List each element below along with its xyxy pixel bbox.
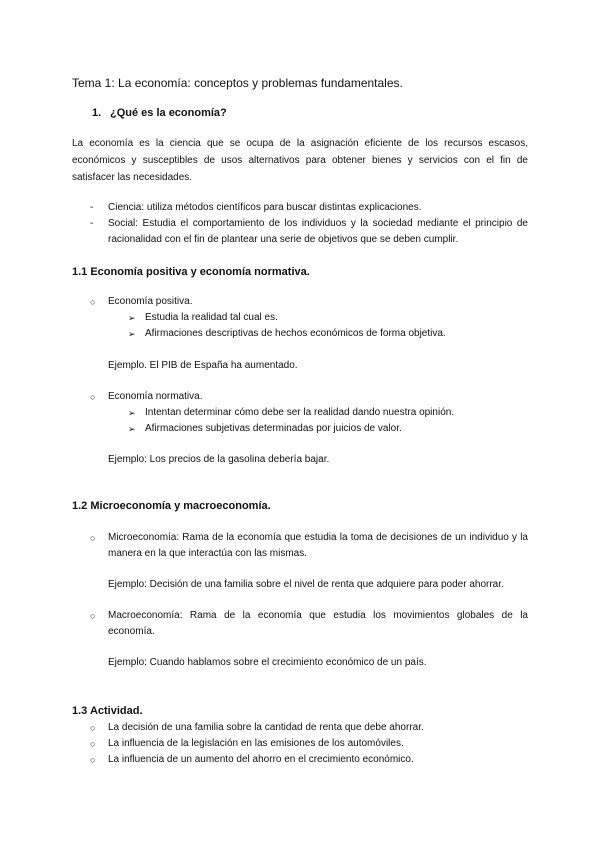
item-social-line-1: Social: Estudia el comportamiento de los individuos y la sociedad mediante el principio de: [108, 218, 528, 229]
document-title: Tema 1: La economía: conceptos y problemas fundamentales.: [72, 76, 403, 90]
micro-example: Ejemplo: Decisión de una familia sobre el nivel de renta que adquiere para poder ahorrar.: [108, 579, 504, 590]
dash-bullet: -: [90, 202, 94, 213]
dash-bullet: -: [90, 218, 94, 229]
section-1-3-heading: 1.3 Actividad.: [72, 705, 143, 717]
circle-bullet: ○: [90, 392, 96, 402]
item-ciencia: Ciencia: utiliza métodos científicos para buscar distintas explicaciones.: [108, 202, 422, 213]
activity-item-1: La decisión de una familia sobre la cantidad de renta que debe ahorrar.: [108, 722, 424, 733]
normative-sub-2: Afirmaciones subjetivas determinadas por juicios de valor.: [145, 423, 402, 434]
normative-label: Economía normativa.: [108, 391, 203, 402]
item-social-line-2: racionalidad con el fin de plantear una serie de objetivos que se deben cumplir.: [108, 234, 459, 245]
section-1-2-heading: 1.2 Microeconomía y macroeconomía.: [72, 500, 271, 512]
circle-bullet: ○: [90, 611, 96, 621]
arrow-bullet: ➢: [128, 329, 136, 339]
positive-label: Economía positiva.: [108, 296, 193, 307]
circle-bullet: ○: [90, 533, 96, 543]
micro-line-1: Microeconomía: Rama de la economía que estudia la toma de decisiones de un individuo y la: [108, 532, 528, 543]
circle-bullet: ○: [90, 297, 96, 307]
circle-bullet: ○: [90, 755, 96, 765]
definition-line-3: satisfacer las necesidades.: [72, 172, 193, 183]
macro-line-2: economía.: [108, 626, 155, 637]
positive-sub-2: Afirmaciones descriptivas de hechos económicos de forma objetiva.: [145, 328, 446, 339]
circle-bullet: ○: [90, 723, 96, 733]
activity-item-3: La influencia de un aumento del ahorro en el crecimiento económico.: [108, 754, 414, 765]
circle-bullet: ○: [90, 739, 96, 749]
normative-sub-1: Intentan determinar cómo debe ser la realidad dando nuestra opinión.: [145, 407, 455, 418]
normative-example: Ejemplo: Los precios de la gasolina debería bajar.: [108, 454, 330, 465]
macro-example: Ejemplo: Cuando hablamos sobre el crecimiento económico de un país.: [108, 657, 427, 668]
positive-sub-1: Estudia la realidad tal cual es.: [145, 312, 278, 323]
micro-line-2: manera en la que interactúa con las mismas.: [108, 548, 307, 559]
activity-item-2: La influencia de la legislación en las emisiones de los automóviles.: [108, 738, 404, 749]
section-1-heading: ¿Qué es la economía?: [110, 107, 227, 119]
arrow-bullet: ➢: [128, 408, 136, 418]
arrow-bullet: ➢: [128, 313, 136, 323]
arrow-bullet: ➢: [128, 424, 136, 434]
definition-line-2: económicos y susceptibles de usos alternativos para obtener bienes y servicios con el fin de: [72, 155, 528, 166]
positive-example: Ejemplo. El PIB de España ha aumentado.: [108, 360, 298, 371]
section-1-number: 1.: [92, 107, 102, 119]
section-1-1-heading: 1.1 Economía positiva y economía normativa.: [72, 266, 310, 278]
definition-line-1: La economía es la ciencia que se ocupa de la asignación eficiente de los recursos escasos,: [72, 138, 528, 149]
macro-line-1: Macroeconomía: Rama de la economía que estudia los movimientos globales de la: [108, 610, 528, 621]
